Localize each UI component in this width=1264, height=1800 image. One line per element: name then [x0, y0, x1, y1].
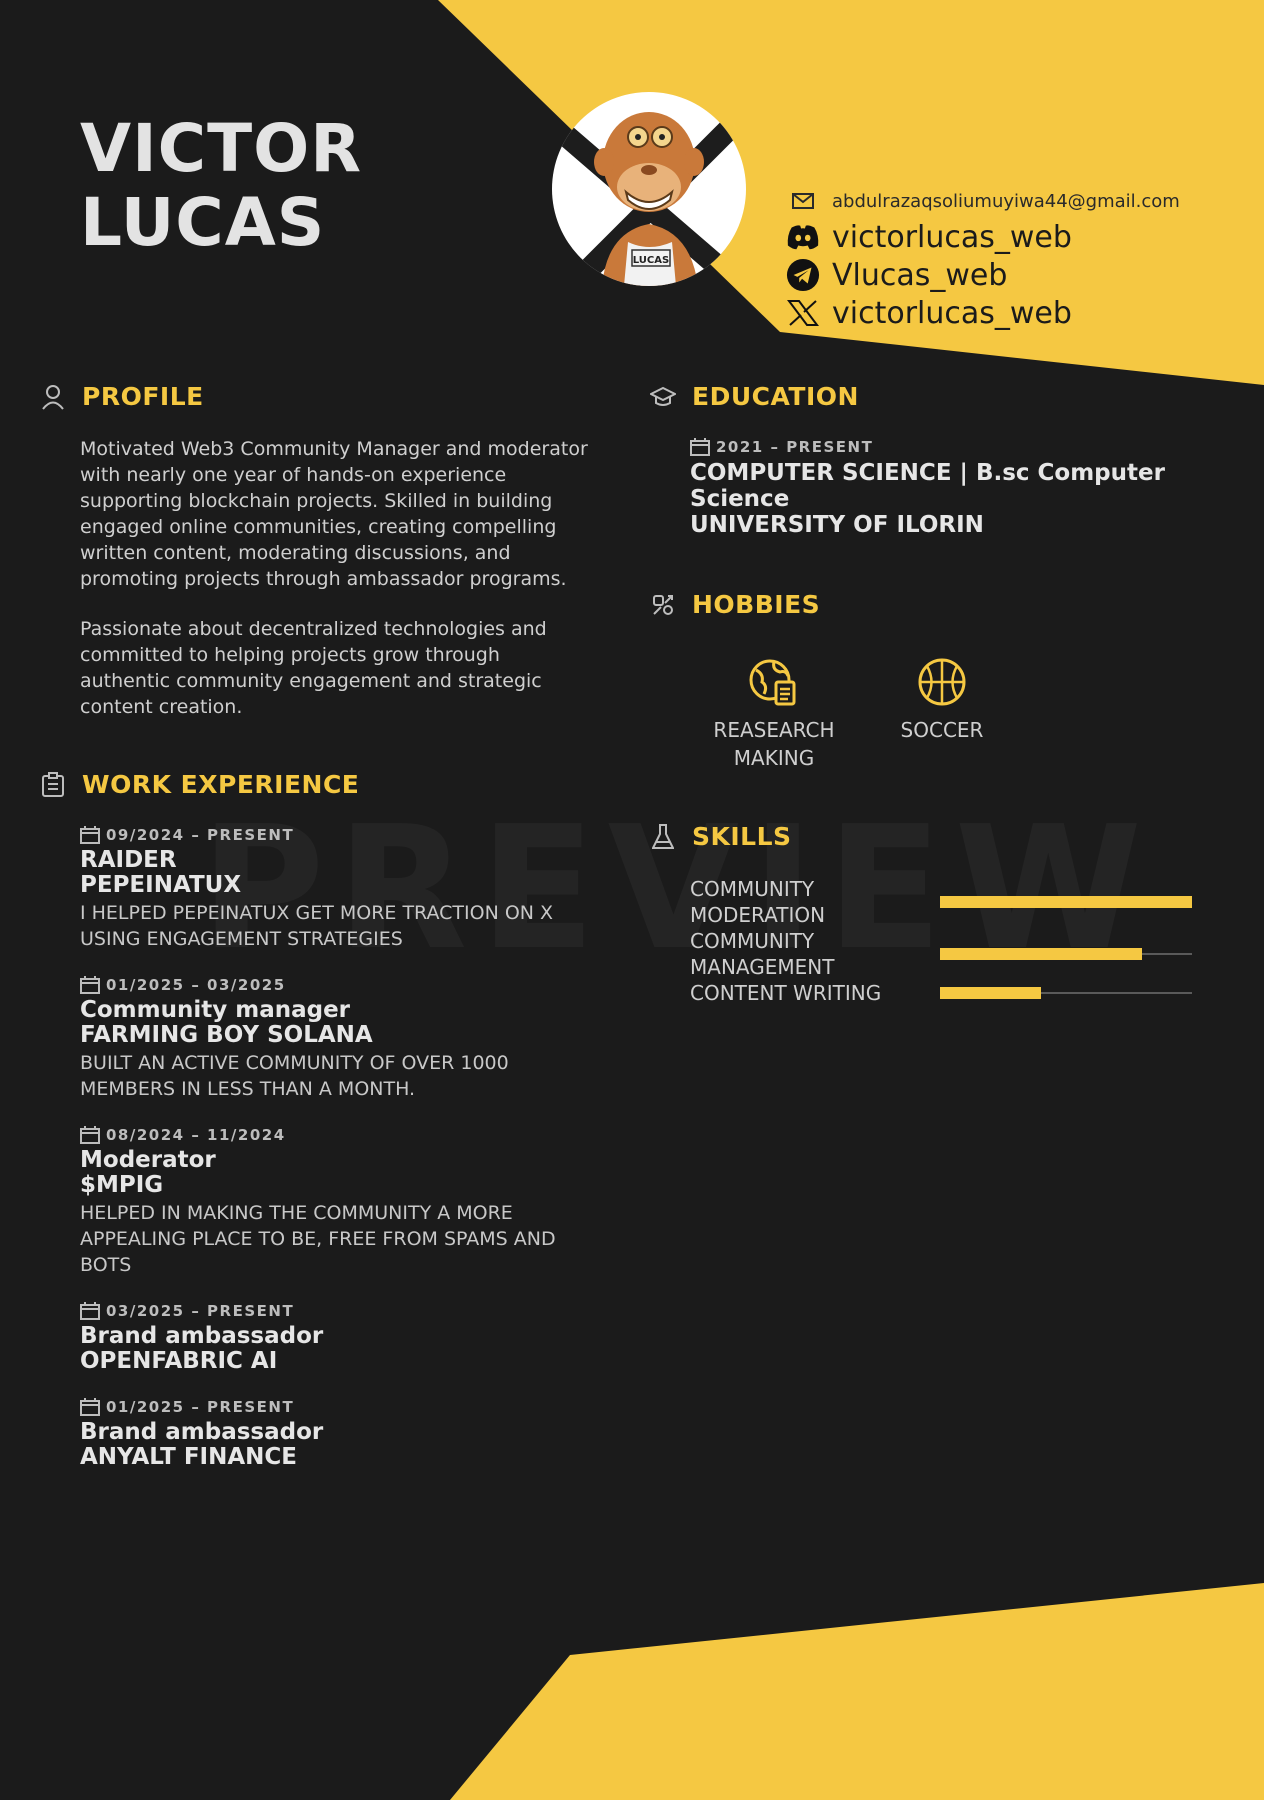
skill-label: COMMUNITY MODERATION [690, 877, 826, 927]
skill-label: CONTENT WRITING [690, 981, 882, 1005]
calendar-icon [80, 1126, 100, 1144]
telegram-handle: Vlucas_web [832, 257, 1008, 293]
education-entry [690, 438, 1210, 538]
profile-title: PROFILE [82, 382, 204, 411]
job-company: OPENFABRIC AI [80, 1348, 278, 1374]
hobby-label: SOCCER [900, 718, 984, 742]
job-company: FARMING BOY SOLANA [80, 1022, 373, 1048]
skills-title: SKILLS [692, 822, 792, 851]
contact-email[interactable] [786, 184, 1226, 218]
job-company: ANYALT FINANCE [80, 1444, 298, 1470]
education-school: UNIVERSITY OF ILORIN [690, 512, 984, 538]
job-date-text: 08/2024 – 11/2024 [106, 1126, 286, 1144]
job-date-text: 01/2025 – 03/2025 [106, 976, 286, 994]
hobby-label: MAKING [733, 746, 815, 770]
job-role: Brand ambassador [80, 1323, 324, 1349]
profile-section-header [38, 382, 204, 411]
skill-row [690, 980, 1194, 1006]
last-name: LUCAS [80, 184, 326, 261]
mail-icon [786, 193, 820, 209]
job-entry [80, 1126, 600, 1278]
calendar-icon [80, 826, 100, 844]
avatar-shirt-label: LUCAS [632, 255, 670, 266]
hobby-item [862, 656, 1022, 744]
job-role: Brand ambassador [80, 1419, 324, 1445]
hobby-label: REASEARCH [713, 718, 835, 742]
job-role: Community manager [80, 997, 351, 1023]
job-date [80, 1398, 600, 1416]
profile-summary [80, 436, 590, 744]
education-degree: COMPUTER SCIENCE | B.sc Computer Science [690, 460, 1165, 512]
graduation-cap-icon [648, 386, 678, 408]
education-date [690, 438, 1210, 456]
skill-level-fill [940, 896, 1192, 908]
discord-handle: victorlucas_web [832, 219, 1072, 255]
calendar-icon [80, 1398, 100, 1416]
hobby-tool-icon [648, 593, 678, 617]
candidate-name [80, 112, 362, 260]
flask-icon [648, 824, 678, 850]
contact-discord[interactable] [786, 218, 1226, 256]
job-description: HELPED IN MAKING THE COMMUNITY A MORE APPEALING PLACE TO BE, FREE FROM SPAMS AND BOTS [80, 1202, 556, 1276]
contact-x[interactable] [786, 294, 1226, 332]
job-date-text: 03/2025 – PRESENT [106, 1302, 295, 1320]
work-title: WORK EXPERIENCE [82, 770, 360, 799]
skill-bar [940, 987, 1192, 999]
person-icon [38, 384, 68, 410]
work-section-header [38, 770, 359, 799]
job-date [80, 826, 600, 844]
education-title: EDUCATION [692, 382, 859, 411]
skill-label: COMMUNITY MANAGEMENT [690, 929, 835, 979]
skill-bar [940, 896, 1192, 908]
hobbies-section-header [648, 590, 820, 619]
skill-level-fill [940, 987, 1041, 999]
telegram-icon [786, 257, 820, 293]
job-date [80, 976, 600, 994]
job-date-text: 01/2025 – PRESENT [106, 1398, 295, 1416]
email-text: abdulrazaqsoliumuyiwa44@gmail.com [832, 190, 1180, 212]
skill-row [690, 928, 1194, 980]
calendar-icon [80, 1302, 100, 1320]
clipboard-icon [38, 772, 68, 798]
skill-bar [940, 948, 1192, 960]
education-section-header [648, 382, 859, 411]
education-date-text: 2021 – PRESENT [716, 438, 874, 456]
first-name: VICTOR [80, 110, 363, 187]
work-list [80, 826, 600, 1494]
x-handle: victorlucas_web [832, 295, 1072, 331]
skill-level-fill [940, 948, 1142, 960]
job-date-text: 09/2024 – PRESENT [106, 826, 295, 844]
hobbies-title: HOBBIES [692, 590, 821, 619]
skills-section-header [648, 822, 792, 851]
contact-block [786, 184, 1226, 332]
job-entry [80, 1302, 600, 1374]
profile-paragraph: Passionate about decentralized technologies and committed to helping projects grow through authentic community engagement and strategic content creation. [80, 618, 547, 718]
hobby-item [694, 656, 854, 772]
discord-icon [786, 223, 820, 251]
job-company: $MPIG [80, 1172, 164, 1198]
globe-document-icon [694, 656, 854, 708]
calendar-icon [690, 438, 710, 456]
skill-row [690, 876, 1194, 928]
job-description: I HELPED PEPEINATUX GET MORE TRACTION ON X USING ENGAGEMENT STRATEGIES [80, 902, 554, 950]
job-date [80, 1126, 600, 1144]
calendar-icon [80, 976, 100, 994]
job-role: Moderator [80, 1147, 216, 1173]
ball-icon [862, 656, 1022, 708]
job-entry [80, 1398, 600, 1470]
contact-telegram[interactable] [786, 256, 1226, 294]
job-role: RAIDER [80, 847, 177, 873]
job-company: PEPEINATUX [80, 872, 242, 898]
job-description: BUILT AN ACTIVE COMMUNITY OF OVER 1000 MEMBERS IN LESS THAN A MONTH. [80, 1052, 509, 1100]
x-logo-icon [786, 300, 820, 326]
bottom-accent-shape [450, 1583, 1264, 1800]
job-entry [80, 976, 600, 1102]
avatar [552, 92, 746, 286]
profile-paragraph: Motivated Web3 Community Manager and moderator with nearly one year of hands-on experience supporting blockchain projects. Skilled in building engaged online communities, creating compelling written content, moderating discussions, and promoting projects through ambassador programs. [80, 438, 588, 590]
ape-avatar-illustration [552, 92, 746, 286]
job-entry [80, 826, 600, 952]
skills-list [690, 876, 1194, 1006]
job-date [80, 1302, 600, 1320]
